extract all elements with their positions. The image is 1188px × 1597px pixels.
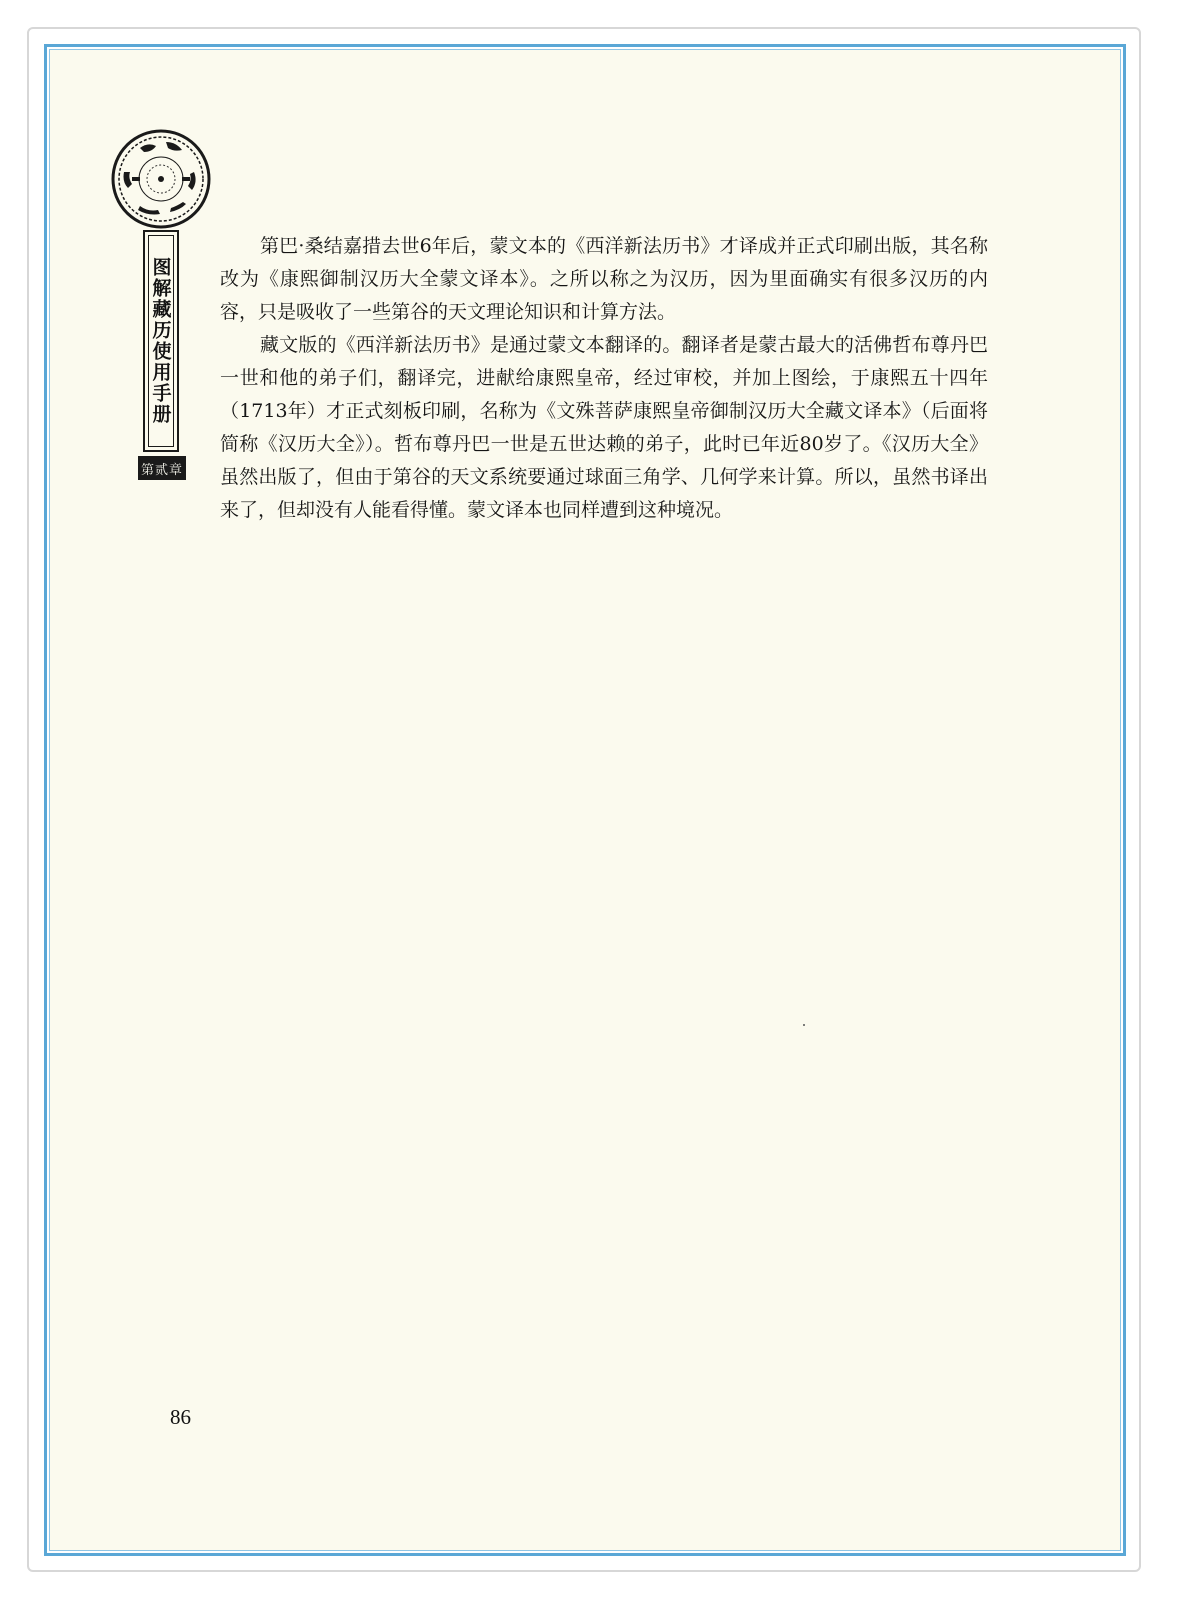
chapter-tag: 第贰章 xyxy=(138,456,186,480)
page-number: 86 xyxy=(170,1405,191,1429)
body-text xyxy=(220,230,988,527)
paragraph-2: 藏文版的《西洋新法历书》是通过蒙文本翻译的。翻译者是蒙古最大的活佛哲布尊丹巴一世和他的弟子们，翻译完，进献给康熙皇帝，经过审校，并加上图绘，于康熙五十四年（1713年）才正式刻板印刷，名称为《文殊菩萨康熙皇帝御制汉历大全藏文译本》（后面将简称《汉历大全》）。哲布尊丹巴一世是五世达赖的弟子，此时已年近80岁了。《汉历大全》虽然出版了，但由于第谷的天文系统要通过球面三角学、几何学来计算。所以，虽然书译出来了，但却没有人能看得懂。蒙文译本也同样遭到这种境况。 xyxy=(220,334,988,521)
emblem-icon xyxy=(110,128,212,230)
scan-speck xyxy=(803,1024,805,1026)
page-paper xyxy=(49,49,1121,1551)
page-border xyxy=(44,44,1126,1556)
vertical-book-title-box xyxy=(143,230,179,452)
paragraph-1: 第巴·桑结嘉措去世6年后，蒙文本的《西洋新法历书》才译成并正式印刷出版，其名称改为《康熙御制汉历大全蒙文译本》。之所以称之为汉历，因为里面确实有很多汉历的内容，只是吸收了一些第谷的天文理论知识和计算方法。 xyxy=(220,235,988,323)
book-title: 图解藏历使用手册 xyxy=(149,257,172,425)
